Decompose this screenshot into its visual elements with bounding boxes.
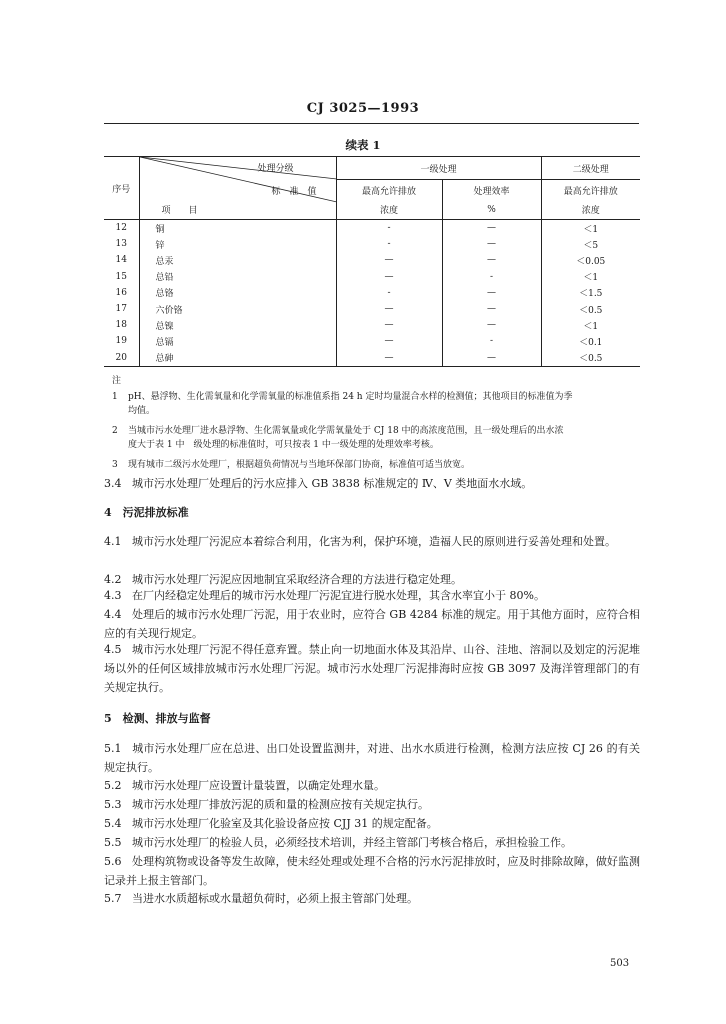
- row-item: 总砷: [139, 350, 336, 367]
- note-line1: pH、悬浮物、生化需氧量和化学需氧量的标准值系指 24 h 定时均量混合水样的检测值；其他项目的标准值为季: [128, 392, 573, 402]
- para-5-3: 5.3 城市污水处理厂排放污泥的质和量的检测应按有关规定执行。: [104, 798, 429, 811]
- row-secondary: ＜0.5: [541, 350, 640, 367]
- row-item: 总镉: [139, 333, 336, 349]
- note-num: 3: [112, 460, 118, 470]
- table-row: [104, 301, 640, 317]
- corner-indicator-label: 标 准 值: [271, 187, 317, 197]
- group-primary-header: 一级处理: [336, 157, 541, 180]
- row-primary-eff: —: [442, 252, 541, 268]
- max-conc-header-2: 浓度: [336, 200, 442, 220]
- note-item: [112, 390, 642, 418]
- table-row: [104, 317, 640, 333]
- row-primary-eff: -: [442, 333, 541, 349]
- table-row: [104, 285, 640, 301]
- table-title: 续表 1: [345, 138, 381, 152]
- sec-max-conc-header-2: 浓度: [541, 200, 640, 220]
- note-line1: 当城市污水处理厂进水悬浮物、生化需氧量或化学需氧量处于 CJ 18 中的高浓度范围，且一级处理后的出水浓: [128, 426, 564, 436]
- row-primary-eff: —: [442, 285, 541, 301]
- row-primary-conc: —: [336, 269, 442, 285]
- para-5-2: 5.2 城市污水处理厂应设置计量装置，以确定处理水量。: [104, 779, 385, 792]
- row-no: 12: [115, 223, 127, 234]
- row-secondary: ＜1: [541, 317, 640, 333]
- table-row: [104, 350, 640, 367]
- row-no: 18: [115, 320, 127, 331]
- table-row: [104, 269, 640, 285]
- row-item: 总镍: [139, 317, 336, 333]
- row-secondary: ＜0.5: [541, 301, 640, 317]
- row-primary-conc: —: [336, 350, 442, 367]
- row-primary-eff: -: [442, 269, 541, 285]
- para-4-5: 4.5 城市污水处理厂污泥不得任意弃置。禁止向一切地面水体及其沿岸、山谷、洼地、溶洞以及划定的污泥堆场以外的任何区域排放城市污水处理厂污泥。城市污水处理厂污泥排海时应按 GB 3097 及海洋管理部门的有关规定执行。: [104, 643, 640, 694]
- row-primary-conc: —: [336, 333, 442, 349]
- row-no: 20: [115, 352, 127, 363]
- row-item: 总铅: [139, 269, 336, 285]
- table-row: [104, 236, 640, 252]
- note-num: 2: [112, 426, 118, 436]
- note-line2: 均值。: [128, 406, 156, 416]
- para-5-5: 5.5 城市污水处理厂的检验人员，必须经技术培训，并经主管部门考核合格后，承担检验工作。: [104, 836, 572, 849]
- table-row: [104, 333, 640, 349]
- row-no: 17: [115, 304, 127, 315]
- table-row: [104, 252, 640, 268]
- row-primary-eff: —: [442, 220, 541, 237]
- section-5-title: 5 检测、排放与监督: [104, 712, 211, 725]
- row-primary-conc: —: [336, 317, 442, 333]
- row-primary-conc: -: [336, 285, 442, 301]
- para-4-2: 4.2 城市污水处理厂污泥应因地制宜采取经济合理的方法进行稳定处理。: [104, 573, 462, 586]
- table-row: [104, 220, 640, 237]
- row-no: 13: [115, 239, 127, 250]
- corner-header-cell: [139, 157, 336, 220]
- standard-code: CJ 3025—1993: [306, 101, 420, 116]
- row-secondary: ＜0.1: [541, 333, 640, 349]
- note-line2: 度大于表 1 中 级处理的标准值时，可只按表 1 中一级处理的处理效率考核。: [128, 440, 439, 450]
- row-secondary: ＜1: [541, 269, 640, 285]
- notes-label: 注: [112, 376, 122, 386]
- corner-grade-label: 处理分级: [257, 164, 294, 174]
- para-5-6: 5.6 处理构筑物或设备等发生故障，使未经处理或处理不合格的污水污泥排放时，应及时排除故障，做好监测记录并上报主管部门。: [104, 855, 640, 887]
- para-4-1: 4.1 城市污水处理厂污泥应本着综合利用，化害为利，保护环境，造福人民的原则进行妥善处理和处置。: [104, 535, 616, 548]
- corner-item-label: 项 目: [161, 206, 198, 216]
- note-item: [112, 424, 642, 452]
- row-primary-eff: —: [442, 236, 541, 252]
- section-4-title: 4 污泥排放标准: [104, 506, 189, 519]
- para-5-4: 5.4 城市污水处理厂化验室及其化验设备应按 CJJ 31 的规定配备。: [104, 817, 438, 830]
- page-number: 503: [610, 958, 630, 969]
- row-item: 总汞: [139, 252, 336, 268]
- row-no: 14: [115, 255, 127, 266]
- row-secondary: ＜0.05: [541, 252, 640, 268]
- row-no: 16: [115, 287, 127, 298]
- para-4-4: 4.4 处理后的城市污水处理厂污泥，用于农业时，应符合 GB 4284 标准的规定。用于其他方面时，应符合相应的有关现行规定。: [104, 608, 640, 640]
- para-3-4: 3.4 城市污水处理厂处理后的污水应排入 GB 3838 标准规定的 Ⅳ、Ⅴ 类地面水水域。: [104, 477, 533, 490]
- note-line1: 现有城市二级污水处理厂，根据超负荷情况与当地环保部门协商，标准值可适当放宽。: [128, 460, 471, 470]
- max-conc-header-1: 最高允许排放: [336, 180, 442, 201]
- group-secondary-header: 二级处理: [541, 157, 640, 180]
- row-primary-conc: —: [336, 301, 442, 317]
- row-primary-eff: —: [442, 301, 541, 317]
- para-5-1: 5.1 城市污水处理厂应在总进、出口处设置监测井，对进、出水水质进行检测，检测方法应按 CJ 26 的有关规定执行。: [104, 742, 640, 774]
- row-primary-eff: —: [442, 317, 541, 333]
- note-num: 1: [112, 392, 118, 402]
- row-item: 铜: [139, 220, 336, 237]
- row-item: 六价铬: [139, 301, 336, 317]
- row-secondary: ＜1: [541, 220, 640, 237]
- row-secondary: ＜5: [541, 236, 640, 252]
- row-primary-conc: -: [336, 220, 442, 237]
- row-primary-conc: —: [336, 252, 442, 268]
- para-4-3: 4.3 在厂内经稳定处理后的城市污水处理厂污泥宜进行脱水处理，其含水率宜小于 80%。: [104, 589, 545, 602]
- row-secondary: ＜1.5: [541, 285, 640, 301]
- row-primary-eff: —: [442, 350, 541, 367]
- header-rule: [104, 123, 639, 124]
- row-primary-conc: -: [336, 236, 442, 252]
- row-item: 锌: [139, 236, 336, 252]
- row-no: 19: [115, 336, 127, 347]
- note-item: [112, 458, 642, 472]
- efficiency-header-2: %: [442, 200, 541, 220]
- sec-max-conc-header-1: 最高允许排放: [541, 180, 640, 201]
- standards-table: [104, 156, 640, 367]
- row-item: 总铬: [139, 285, 336, 301]
- row-no: 15: [115, 271, 127, 282]
- para-5-7: 5.7 当进水水质超标或水量超负荷时，必须上报主管部门处理。: [104, 892, 418, 905]
- seq-header: 序号: [112, 184, 131, 195]
- efficiency-header-1: 处理效率: [442, 180, 541, 201]
